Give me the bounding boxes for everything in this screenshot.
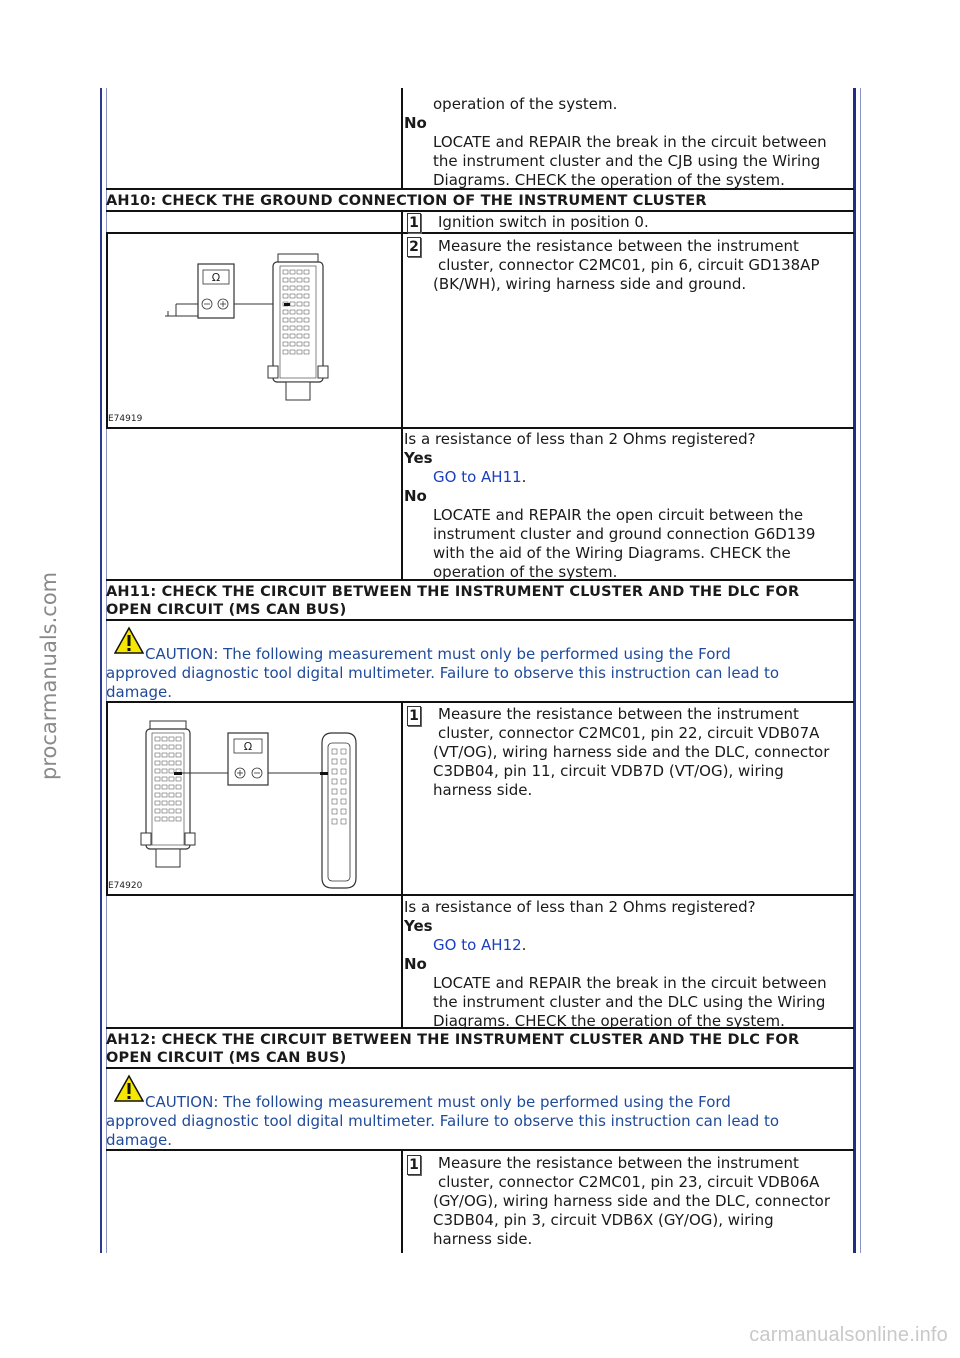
step-number: 1 [407, 706, 421, 726]
yes-label: Yes [404, 917, 433, 935]
table-rule [106, 210, 854, 212]
step-text: Measure the resistance between the instrument [438, 1154, 799, 1172]
step-text: C3DB04, pin 3, circuit VDB6X (GY/OG), wiring [433, 1211, 774, 1229]
step-text: (VT/OG), wiring harness side and the DLC, connector [433, 743, 830, 761]
caution-text: approved diagnostic tool digital multimeter. Failure to observe this instruction can lead to [106, 1112, 780, 1130]
svg-text:E74919: E74919 [108, 414, 143, 424]
side-watermark: procarmanuals.com [37, 571, 61, 780]
goto-line: GO to AH12. [433, 936, 527, 954]
result-text: LOCATE and REPAIR the open circuit between the [433, 506, 804, 524]
step-text: C3DB04, pin 11, circuit VDB7D (VT/OG), wiring [433, 762, 784, 780]
question-text: Is a resistance of less than 2 Ohms registered? [404, 430, 756, 448]
right-border-line [860, 88, 861, 1253]
table-rule [106, 619, 854, 621]
table-divider [401, 210, 403, 580]
section-heading: AH10: CHECK THE GROUND CONNECTION OF THE INSTRUMENT CLUSTER [106, 193, 707, 209]
left-border-bar [100, 88, 102, 1253]
goto-ah12-link[interactable]: GO to AH12 [433, 936, 522, 954]
step-text: harness side. [433, 781, 533, 799]
step-text: cluster, connector C2MC01, pin 6, circuit GD138AP [438, 256, 820, 274]
table-rule [106, 1149, 854, 1151]
section-heading: OPEN CIRCUIT (MS CAN BUS) [106, 1050, 347, 1066]
result-text: LOCATE and REPAIR the break in the circuit between [433, 974, 827, 992]
table-divider [401, 88, 403, 188]
result-text: Diagrams. CHECK the operation of the system. [433, 1012, 785, 1030]
table-divider [401, 702, 403, 1028]
table-divider [401, 1150, 403, 1253]
step-number: 1 [407, 1155, 421, 1175]
result-text: Diagrams. CHECK the operation of the system. [433, 171, 785, 189]
caution-text: CAUTION: The following measurement must only be performed using the Ford [145, 1093, 731, 1111]
table-rule [106, 1067, 854, 1069]
step-text: Ignition switch in position 0. [438, 213, 649, 231]
caution-text: CAUTION: The following measurement must only be performed using the Ford [145, 645, 731, 663]
step-text: harness side. [433, 1230, 533, 1248]
table-rule [106, 894, 854, 896]
step-number: 1 [407, 213, 421, 233]
caution-text: damage. [106, 683, 173, 701]
connector-dlc-diagram [108, 703, 400, 893]
step-text: Measure the resistance between the instrument [438, 237, 799, 255]
section-heading: OPEN CIRCUIT (MS CAN BUS) [106, 602, 347, 618]
question-text: Is a resistance of less than 2 Ohms registered? [404, 898, 756, 916]
caution-text: damage. [106, 1131, 173, 1149]
svg-text:E74920: E74920 [108, 881, 143, 891]
step-number: 2 [407, 237, 421, 257]
section-heading: AH11: CHECK THE CIRCUIT BETWEEN THE INSTRUMENT CLUSTER AND THE DLC FOR [106, 584, 800, 600]
warning-icon [114, 1074, 144, 1102]
goto-ah11-link[interactable]: GO to AH11 [433, 468, 522, 486]
footer-site-watermark: carmanualsonline.info [749, 1324, 948, 1346]
result-text: operation of the system. [433, 563, 618, 581]
result-text: the instrument cluster and the CJB using the Wiring [433, 152, 821, 170]
svg-text:Ω: Ω [243, 740, 253, 753]
step-text: (BK/WH), wiring harness side and ground. [433, 275, 747, 293]
table-rule [106, 427, 854, 429]
caution-text: approved diagnostic tool digital multimeter. Failure to observe this instruction can lead to [106, 664, 780, 682]
no-label: No [404, 114, 427, 132]
goto-line: GO to AH11. [433, 468, 527, 486]
section-heading: AH12: CHECK THE CIRCUIT BETWEEN THE INSTRUMENT CLUSTER AND THE DLC FOR [106, 1032, 800, 1048]
warning-icon [114, 626, 144, 654]
result-text: LOCATE and REPAIR the break in the circuit between [433, 133, 827, 151]
step-text: cluster, connector C2MC01, pin 23, circuit VDB06A [438, 1173, 820, 1191]
step-text: (GY/OG), wiring harness side and the DLC, connector [433, 1192, 830, 1210]
right-border-bar [853, 88, 856, 1253]
no-label: No [404, 955, 427, 973]
step-text: cluster, connector C2MC01, pin 22, circuit VDB07A [438, 724, 820, 742]
result-text: operation of the system. [433, 95, 618, 113]
no-label: No [404, 487, 427, 505]
yes-label: Yes [404, 449, 433, 467]
step-text: Measure the resistance between the instrument [438, 705, 799, 723]
svg-text:Ω: Ω [211, 271, 221, 284]
result-text: instrument cluster and ground connection G6D139 [433, 525, 816, 543]
result-text: with the aid of the Wiring Diagrams. CHECK the [433, 544, 791, 562]
result-text: the instrument cluster and the DLC using the Wiring [433, 993, 826, 1011]
connector-diagram [108, 234, 400, 426]
